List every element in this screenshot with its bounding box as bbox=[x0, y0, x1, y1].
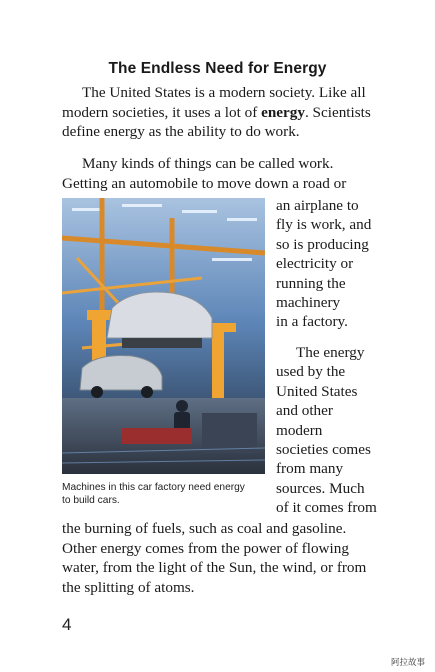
side-text-1 bbox=[276, 196, 406, 332]
text-line: the burning of fuels, such as coal and gasoline. bbox=[62, 520, 347, 537]
page-number: 4 bbox=[62, 615, 72, 634]
text-line: and other bbox=[276, 402, 333, 420]
text-line: an airplane to bbox=[276, 197, 359, 214]
text-line: societies comes bbox=[276, 441, 371, 459]
text-line: Many kinds of things can be called work. bbox=[82, 155, 334, 172]
photo-caption bbox=[62, 481, 267, 507]
text-line: modern societies, it uses a lot of energy. Scientists bbox=[62, 103, 371, 121]
paragraph-2 bbox=[62, 154, 392, 193]
factory-illustration bbox=[62, 198, 265, 474]
text-line: Getting an automobile to move down a road or bbox=[62, 174, 347, 192]
car-factory-photo bbox=[62, 198, 265, 474]
text-line: define energy as the ability to do work. bbox=[62, 123, 300, 141]
bold-term-energy: energy bbox=[261, 103, 305, 121]
text-line: United States bbox=[276, 382, 358, 400]
paragraph-1 bbox=[62, 83, 392, 142]
text-line: the splitting of atoms. bbox=[62, 578, 195, 596]
text-line: fly is work, and bbox=[276, 216, 372, 234]
text-line: running the bbox=[276, 274, 346, 292]
caption-line: Machines in this car factory need energy bbox=[62, 482, 245, 493]
text-line: sources. Much bbox=[276, 479, 365, 497]
text-line: used by the bbox=[276, 363, 346, 381]
text-line: The United States is a modern society. Like all bbox=[82, 84, 366, 101]
side-text-2 bbox=[276, 343, 406, 518]
text-line: The energy bbox=[296, 344, 365, 361]
text-line: electricity or bbox=[276, 255, 354, 273]
paragraph-continued bbox=[62, 519, 397, 597]
text-line: in a factory. bbox=[276, 313, 348, 331]
corner-stamp: 阿拉故事 bbox=[390, 658, 425, 668]
text-line: modern bbox=[276, 421, 323, 439]
text-line: of it comes from bbox=[276, 499, 377, 517]
text-line: machinery bbox=[276, 294, 341, 312]
text-line: water, from the light of the Sun, the wind, or from bbox=[62, 559, 367, 577]
caption-line: to build cars. bbox=[62, 495, 120, 506]
text-line: so is producing bbox=[276, 235, 369, 253]
text-line: Other energy comes from the power of flowing bbox=[62, 539, 349, 557]
text-line: from many bbox=[276, 460, 344, 478]
page-heading: The Endless Need for Energy bbox=[108, 60, 327, 77]
